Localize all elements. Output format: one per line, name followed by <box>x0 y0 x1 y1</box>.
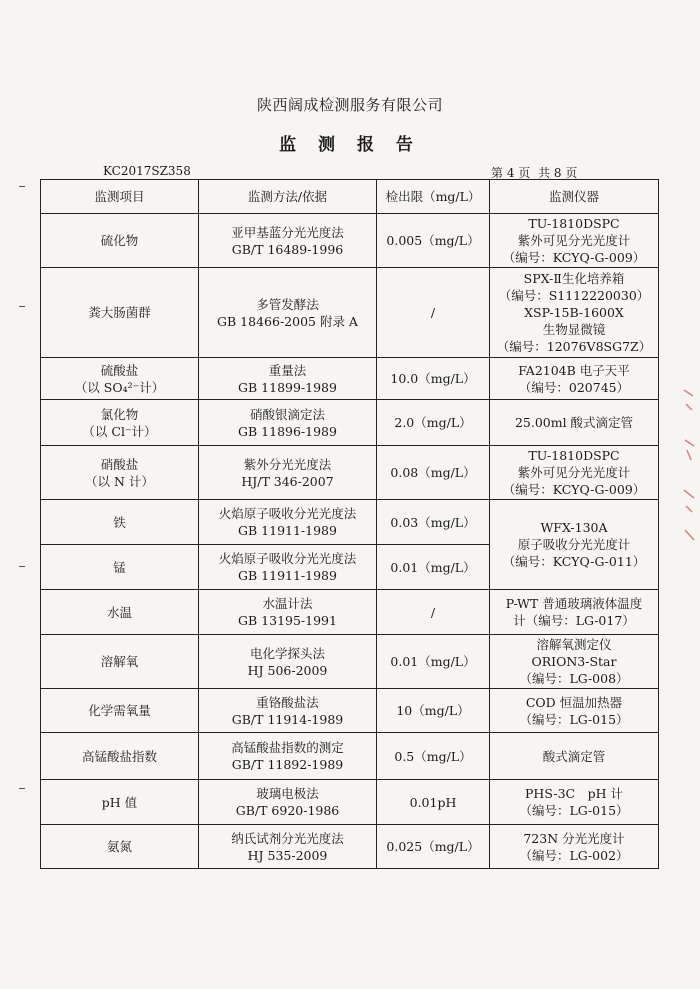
instrument-cell-line: （编号：LG-015） <box>519 803 629 818</box>
item-cell <box>41 689 199 733</box>
header-limit: 检出限（mg/L） <box>377 180 490 214</box>
item-cell-line: （以 SO₄²⁻计） <box>74 379 165 395</box>
item-cell <box>41 268 199 358</box>
instrument-cell <box>490 590 659 635</box>
instrument-cell-line: TU-1810DSPC <box>528 448 620 463</box>
limit-cell: 10（mg/L） <box>377 689 490 733</box>
method-cell-line: 火焰原子吸收分光光度法 <box>218 506 357 521</box>
instrument-cell-line: （编号：LG-015） <box>519 711 629 727</box>
method-cell-line: 水温计法 <box>262 596 313 611</box>
table-row <box>41 733 659 780</box>
item-cell <box>41 358 199 400</box>
method-cell <box>199 545 377 590</box>
item-cell-line: 溶解氧 <box>100 654 139 669</box>
instrument-cell <box>490 358 659 400</box>
method-cell-line: GB/T 11914-1989 <box>231 711 344 727</box>
method-cell-line: 玻璃电极法 <box>256 786 319 801</box>
document-title: 监 测 报 告 <box>279 135 421 155</box>
page-current: 第 4 页 <box>491 166 531 180</box>
method-cell-line: 高锰酸盐指数的测定 <box>231 740 344 755</box>
method-cell <box>199 780 377 825</box>
method-cell <box>199 590 377 635</box>
item-cell-line: （以 N 计） <box>85 473 154 489</box>
method-cell-line: GB/T 6920-1986 <box>235 803 340 818</box>
instrument-cell-line: WFX-130A <box>540 520 608 535</box>
item-cell <box>41 590 199 635</box>
method-cell <box>199 214 377 268</box>
instrument-cell-line: P-WT 普通玻璃液体温度 <box>505 596 643 611</box>
table-row <box>41 358 659 400</box>
table-row <box>41 689 659 733</box>
instrument-cell-line: 原子吸收分光光度计 <box>517 537 631 552</box>
instrument-cell-line: （编号：KCYQ-G-009） <box>502 250 646 265</box>
method-cell <box>199 400 377 446</box>
margin-mark <box>19 306 25 307</box>
monitoring-table <box>40 179 659 869</box>
instrument-cell-line: 溶解氧测定仪 <box>536 637 612 652</box>
limit-cell: 0.5（mg/L） <box>377 733 490 780</box>
method-cell-line: GB 13195-1991 <box>238 613 337 628</box>
margin-mark <box>19 566 25 567</box>
instrument-cell-line: （编号：020745） <box>518 379 630 395</box>
limit-cell: 0.08（mg/L） <box>377 446 490 500</box>
instrument-cell <box>490 825 659 869</box>
item-cell-line: 化学需氧量 <box>88 703 151 718</box>
method-cell <box>199 500 377 545</box>
item-cell <box>41 446 199 500</box>
item-cell-line: 氨氮 <box>106 839 132 854</box>
table-row <box>41 590 659 635</box>
method-cell-line: GB 11899-1989 <box>238 379 337 395</box>
limit-cell: 2.0（mg/L） <box>377 400 490 446</box>
instrument-cell-line: 紫外可见分光光度计 <box>517 465 631 480</box>
method-cell-line: 硝酸银滴定法 <box>249 406 325 422</box>
item-cell <box>41 825 199 869</box>
instrument-cell-line: ORION3-Star <box>531 654 617 669</box>
method-cell-line: GB/T 11892-1989 <box>231 757 344 772</box>
margin-mark <box>19 186 25 187</box>
method-cell <box>199 689 377 733</box>
instrument-cell <box>490 733 659 780</box>
company-name: 陕西阔成检测服务有限公司 <box>256 96 443 114</box>
report-code: KC2017SZ358 <box>103 164 191 178</box>
item-cell <box>41 733 199 780</box>
instrument-cell-line: FA2104B 电子天平 <box>518 362 630 378</box>
item-cell <box>41 780 199 825</box>
method-cell-line: GB 11896-1989 <box>238 423 337 439</box>
header-item: 监测项目 <box>41 180 199 214</box>
method-cell <box>199 733 377 780</box>
table-row <box>41 214 659 268</box>
instrument-cell-line: 酸式滴定管 <box>542 748 606 764</box>
header-method: 监测方法/依据 <box>199 180 377 214</box>
item-cell <box>41 400 199 446</box>
item-cell-line: （以 Cl⁻计） <box>82 423 157 439</box>
instrument-cell-line: （编号：S1112220030） <box>498 288 650 303</box>
instrument-cell-line: 生物显微镜 <box>542 322 606 337</box>
instrument-cell <box>490 446 659 500</box>
report-meta <box>103 164 663 180</box>
item-cell-line: 水温 <box>106 604 132 620</box>
method-cell-line: 多管发酵法 <box>256 296 319 312</box>
table-row <box>41 268 659 358</box>
instrument-cell-line: 723N 分光光度计 <box>523 830 625 846</box>
item-cell <box>41 214 199 268</box>
method-cell-line: 电化学探头法 <box>249 645 325 661</box>
instrument-cell-line: 计（编号：LG-017） <box>513 613 635 628</box>
limit-cell: 0.025（mg/L） <box>377 825 490 869</box>
method-cell-line: 亚甲基蓝分光光度法 <box>231 224 344 240</box>
instrument-cell-line: （编号：KCYQ-G-011） <box>502 554 646 569</box>
header-instrument: 监测仪器 <box>490 180 659 214</box>
instrument-cell-line: （编号：12076V8SG7Z） <box>496 339 652 354</box>
item-cell-line: 高锰酸盐指数 <box>81 748 157 764</box>
instrument-cell-line: XSP-15B-1600X <box>524 305 624 320</box>
method-cell-line: GB/T 16489-1996 <box>231 241 344 257</box>
instrument-cell <box>490 214 659 268</box>
item-cell <box>41 635 199 689</box>
limit-cell: 0.03（mg/L） <box>377 500 490 545</box>
method-cell <box>199 635 377 689</box>
limit-cell: / <box>377 590 490 635</box>
instrument-cell <box>490 780 659 825</box>
method-cell-line: HJ 535-2009 <box>247 847 328 863</box>
item-cell-line: 锰 <box>113 559 126 575</box>
item-cell <box>41 500 199 545</box>
instrument-cell <box>490 635 659 689</box>
instrument-cell-line: TU-1810DSPC <box>528 216 620 231</box>
method-cell-line: 纳氏试剂分光光度法 <box>231 830 344 846</box>
instrument-cell-line: SPX-Ⅱ生化培养箱 <box>523 271 625 286</box>
instrument-cell <box>490 689 659 733</box>
method-cell-line: 紫外分光光度法 <box>243 456 332 472</box>
item-cell-line: 硫酸盐 <box>100 362 139 378</box>
instrument-cell-line: （编号：LG-002） <box>519 847 629 863</box>
method-cell <box>199 268 377 358</box>
table-header-row <box>41 180 659 214</box>
method-cell-line: 重铬酸盐法 <box>256 694 319 710</box>
instrument-cell-line: COD 恒温加热器 <box>525 694 623 710</box>
method-cell-line: GB 18466-2005 附录 A <box>217 313 358 329</box>
method-cell-line: 重量法 <box>268 362 307 378</box>
limit-cell: 0.01（mg/L） <box>377 635 490 689</box>
instrument-cell-line: PHS-3C pH 计 <box>525 786 623 801</box>
instrument-cell-line: （编号：LG-008） <box>519 671 629 686</box>
instrument-cell <box>490 268 659 358</box>
instrument-cell-line: 25.00ml 酸式滴定管 <box>514 415 634 430</box>
table-row <box>41 446 659 500</box>
method-cell <box>199 825 377 869</box>
table-row <box>41 825 659 869</box>
instrument-cell-line: 紫外可见分光光度计 <box>517 233 631 248</box>
method-cell-line: GB 11911-1989 <box>238 568 337 583</box>
item-cell-line: 粪大肠菌群 <box>88 305 151 320</box>
page-total: 共 8 页 <box>538 166 578 180</box>
table-row <box>41 500 659 545</box>
method-cell <box>199 446 377 500</box>
method-cell-line: HJ 506-2009 <box>247 662 328 678</box>
method-cell <box>199 358 377 400</box>
limit-cell: 0.01（mg/L） <box>377 545 490 590</box>
method-cell-line: 火焰原子吸收分光光度法 <box>218 551 357 566</box>
item-cell <box>41 545 199 590</box>
instrument-cell <box>490 400 659 446</box>
instrument-cell <box>490 500 659 590</box>
item-cell-line: 硝酸盐 <box>100 456 139 472</box>
limit-cell: 0.01pH <box>377 780 490 825</box>
limit-cell: 10.0（mg/L） <box>377 358 490 400</box>
item-cell-line: 氯化物 <box>100 406 139 422</box>
item-cell-line: 硫化物 <box>100 233 139 248</box>
item-cell-line: 铁 <box>113 514 126 530</box>
instrument-cell-line: （编号：KCYQ-G-009） <box>502 482 646 497</box>
method-cell-line: HJ/T 346-2007 <box>241 473 334 489</box>
limit-cell: 0.005（mg/L） <box>377 214 490 268</box>
margin-mark <box>19 788 25 789</box>
table-row <box>41 780 659 825</box>
limit-cell: / <box>377 268 490 358</box>
table-row <box>41 635 659 689</box>
seal-stamp-fragment <box>682 380 696 550</box>
table-row <box>41 400 659 446</box>
item-cell-line: pH 值 <box>101 794 138 810</box>
method-cell-line: GB 11911-1989 <box>238 523 337 538</box>
